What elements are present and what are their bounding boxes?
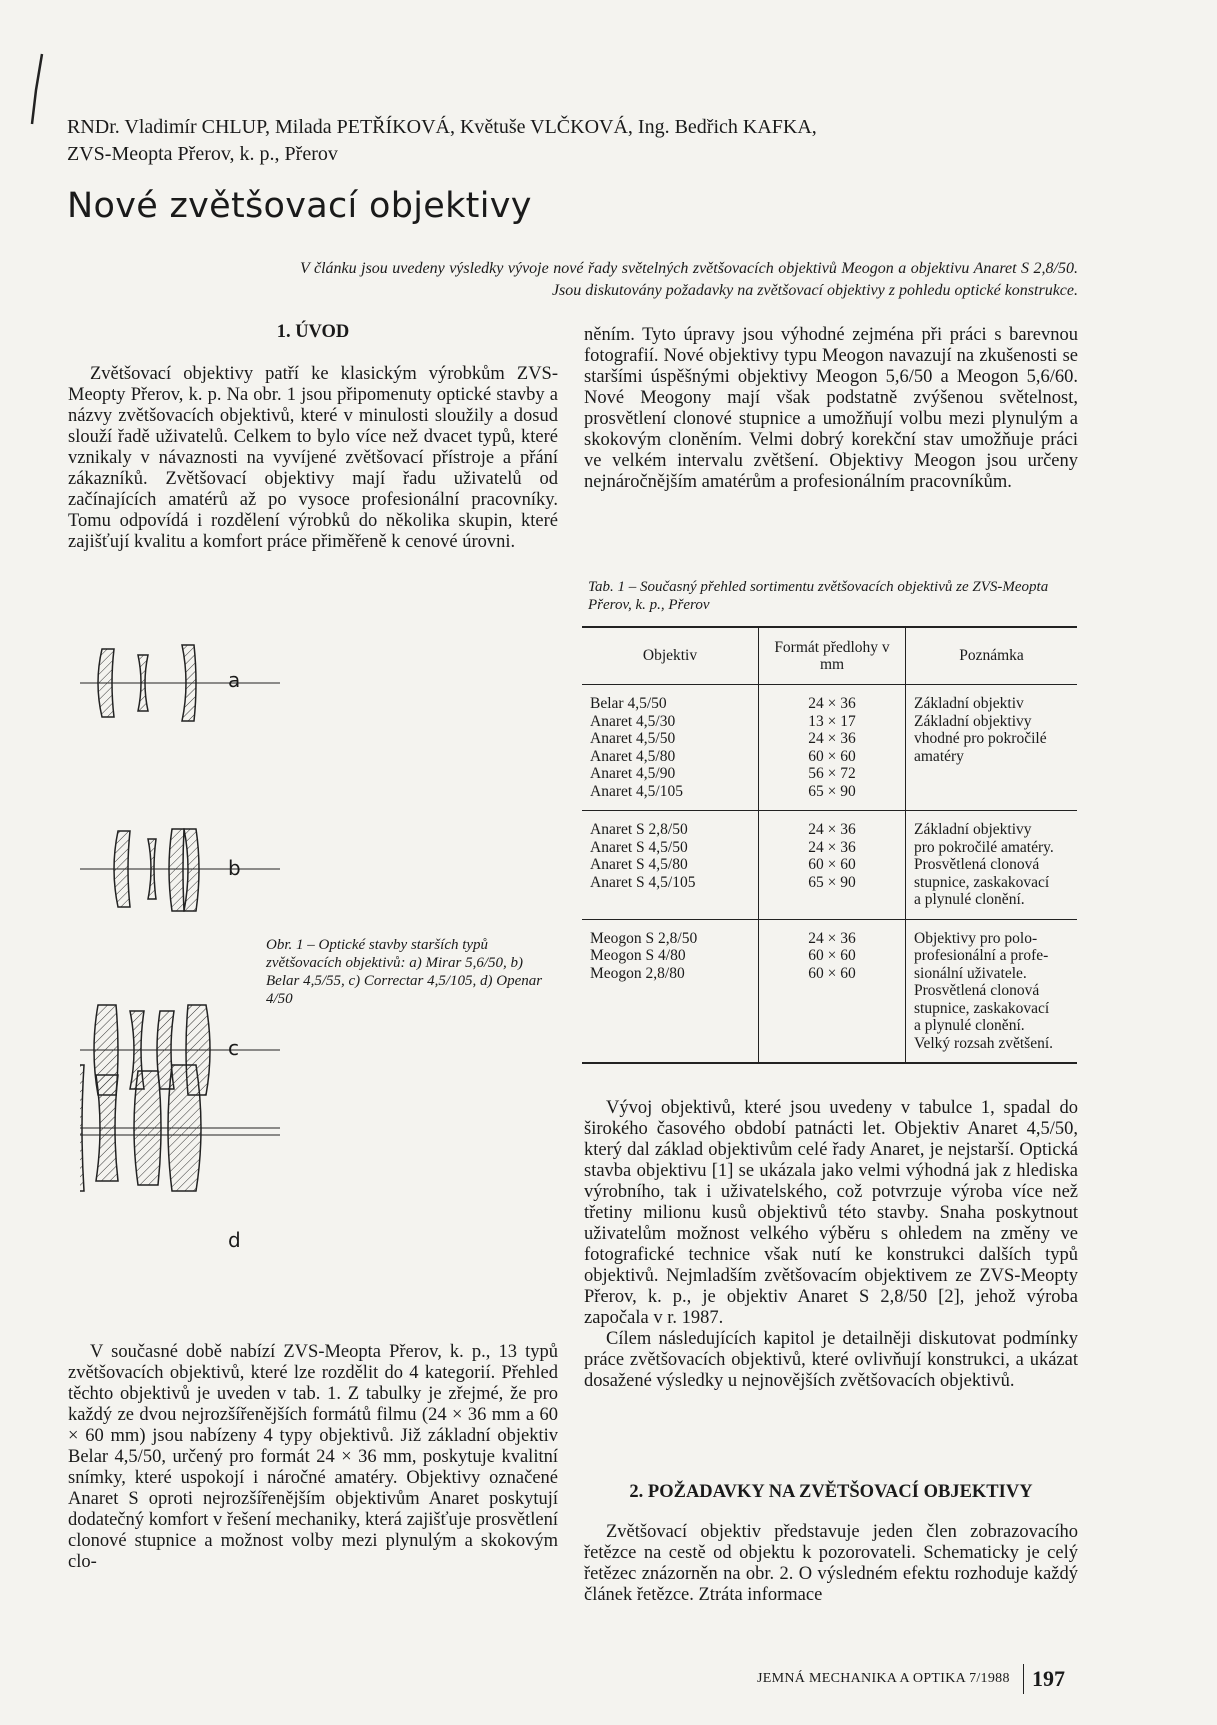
right-column-bottom [584,1098,1078,1392]
table-header-poznamka: Poznámka [906,628,1078,685]
table-cell-objektivy: Anaret S 2,8/50 Anaret S 4,5/50 Anaret S 4,5/80 Anaret S 4,5/105 [582,811,759,920]
paragraph-intro: Zvětšovací objektivy patří ke klasickým výrobkům ZVS-Meopty Přerov, k. p. Na obr. 1 jsou připomenuty optické stavby a názvy zvětšovacích objektivů, které v minulosti sloužily a dosud slouží řadě uživatelů. Celkem to bylo více než dvacet typů, které vznikaly v návaznosti na vyvíjené zvětšovací přístroje a přání zákazníků. Zvětšovací objektivy mají řadu uživatelů od začínajících amatérů až po vysoce profesionální pracovníky. Tomu odpovídá i rozdělení výrobků do několika skupin, které zajišťují kvalitu a komfort práce přiměřeně k cenové úrovni. [68,364,558,552]
margin-pencil-mark [28,50,48,130]
footer-divider [1023,1664,1024,1694]
section-1-heading: 1. ÚVOD [276,322,350,342]
figure-label-b: b [228,856,241,880]
author-block [67,114,1147,168]
journal-footer: JEMNÁ MECHANIKA A OPTIKA 7/1988 [757,1671,1010,1686]
table-cell-poznamka: Základní objektivy pro pokročilé amatéry. Prosvětlená clonová stupnice, zaskakovací a plynulé clonění. [906,811,1078,920]
lens-scheme-b [80,829,280,911]
table-1-caption: Tab. 1 – Současný přehled sortimentu zvětšovacích objektivů ze ZVS-Meopta Přerov, k. p., Přerov [588,579,1049,613]
page-number: 197 [1032,1666,1065,1691]
paragraph-development: Vývoj objektivů, které jsou uvedeny v tabulce 1, spadal do širokého časového období patnácti let. Objektiv Anaret 4,5/50, který dal základ objektivům celé řady Anaret, je nejstarší. Optická stavba objektivu [1] se ukázala jako velmi výhodná jak z hlediska výrobního, tak i uživatelského, což potvrzuje výroba více než třetiny milionu kusů objektivů této stavby. Snaha poskytnout uživatelům možnost velkého výběru s ohledem na změny ve fotografické technice však nutí ke konstrukci dalších typů objektivů. Nejmladším zvětšovacím objektivem ze ZVS-Meopty Přerov, k. p., je objektiv Anaret S 2,8/50 [2], jehož výroba započala v r. 1987. [584,1098,1078,1328]
left-column-top [68,364,558,553]
affiliation: ZVS-Meopta Přerov, k. p., Přerov [67,143,338,165]
table-1 [582,626,1077,1064]
paragraph-offer: V současné době nabízí ZVS-Meopta Přerov, k. p., 13 typů zvětšovacích objektivů, které lze rozdělit do 4 kategorií. Přehled těchto objektivů je uveden v tab. 1. Z tabulky je zřejmé, že pro každý ze dvou nejrozšířenějších formátů filmu (24 × 36 mm a 60 × 60 mm) jsou nabízeny 4 typy objektivů. Již základní objektiv Belar 4,5/50, určený pro formát 24 × 36 mm, poskytuje kvalitní snímky, které uspokojí i náročné amatéry. Objektivy označené Anaret S oproti nejrozšířenějším objektivům Anaret poskytují dodatečný komfort v řešení mechaniky, která zajišťuje prosvětlení clonové stupnice a možnost volby mezi plynulým a skokovým clo- [68,1342,558,1572]
abstract: V článku jsou uvedeny výsledky vývoje nové řady světelných zvětšovacích objektivů Meogon a objektivu Anaret S 2,8/50. Jsou diskutovány požadavky na zvětšovací objektivy z pohledu optické konstrukce. [300,260,1078,299]
table-header-format: Formát předlohy v mm [759,628,906,685]
right-column-top [584,325,1078,493]
table-cell-formaty: 24 × 36 60 × 60 60 × 60 [759,919,906,1062]
lens-scheme-d [80,1065,280,1191]
table-cell-objektivy: Belar 4,5/50 Anaret 4,5/30 Anaret 4,5/50 Anaret 4,5/80 Anaret 4,5/90 Anaret 4,5/105 [582,685,759,811]
paragraph-aim: Cílem následujících kapitol je detailněji diskutovat podmínky práce zvětšovacích objektivů, které ovlivňují konstrukci, a ukázat dosažené výsledky u nejnovějších zvětšovacích objektivů. [584,1329,1078,1391]
table-cell-poznamka: Objektivy pro polo- profesionální a profe- sionální uživatele. Prosvětlená clonová stupnice, zaskakovací a plynulé clonění. Velký rozsah zvětšení. [914,929,1054,1052]
authors: RNDr. Vladimír CHLUP, Milada PETŘÍKOVÁ, Květuše VLČKOVÁ, Ing. Bedřich KAFKA, [67,116,817,138]
figure-label-d: d [228,1228,241,1252]
table-header-objektiv: Objektiv [582,628,759,685]
left-column-bottom [68,1342,558,1573]
table-cell-formaty: 24 × 36 24 × 36 60 × 60 65 × 90 [759,811,906,920]
figure-label-c: c [228,1036,239,1060]
lens-scheme-a [80,645,280,721]
paragraph-continuation: něním. Tyto úpravy jsou výhodné zejména při práci s barevnou fotografií. Nové objektivy typu Meogon navazují na zkušenosti se staršími úspěšnými objektivy Meogon 5,6/50 a Meogon 5,6/60. Nové Meogony mají však podstatně zvýšenou světelnost, prosvětlení clonové stupnice a umožňují volbu mezi plynulým a skokovým cloněním. Velmi dobrý korekční stav umožňuje práci ve velkém intervalu zvětšení. Objektivy Meogon jsou určeny nejnáročnějším amatérům a profesionálním pracovníkům. [584,325,1078,492]
article-title: Nové zvětšovací objektivy [67,186,532,226]
figure-1-caption: Obr. 1 – Optické stavby starších typů zvětšovacích objektivů: a) Mirar 5,6/50, b) Belar 4,5/55, c) Correctar 4,5/105, d) Openar 4/50 [266,937,543,1007]
table-cell-formaty: 24 × 36 13 × 17 24 × 36 60 × 60 56 × 72 65 × 90 [759,685,906,811]
paragraph-requirements: Zvětšovací objektiv představuje jeden člen zobrazovacího řetězce na cestě od objektu k pozorovateli. Schematicky je celý řetězec znázorněn na obr. 2. O výsledném efektu rozhoduje každý článek řetězce. Ztráta informace [584,1522,1078,1605]
figure-label-a: a [228,668,241,692]
right-column-section-2 [584,1522,1078,1606]
figure-1-optical-schemes [80,625,280,1235]
section-2-heading: 2. POŽADAVKY NA ZVĚTŠOVACÍ OBJEKTIVY [629,1482,1033,1502]
table-cell-objektivy: Meogon S 2,8/50 Meogon S 4/80 Meogon 2,8/80 [582,919,759,1062]
table-cell-poznamka: Základní objektiv Základní objektivy vhodné pro pokročilé amatéry [906,685,1078,811]
table-group-1 [582,685,1077,811]
table-group-3 [582,919,1077,1062]
table-group-2 [582,811,1077,920]
